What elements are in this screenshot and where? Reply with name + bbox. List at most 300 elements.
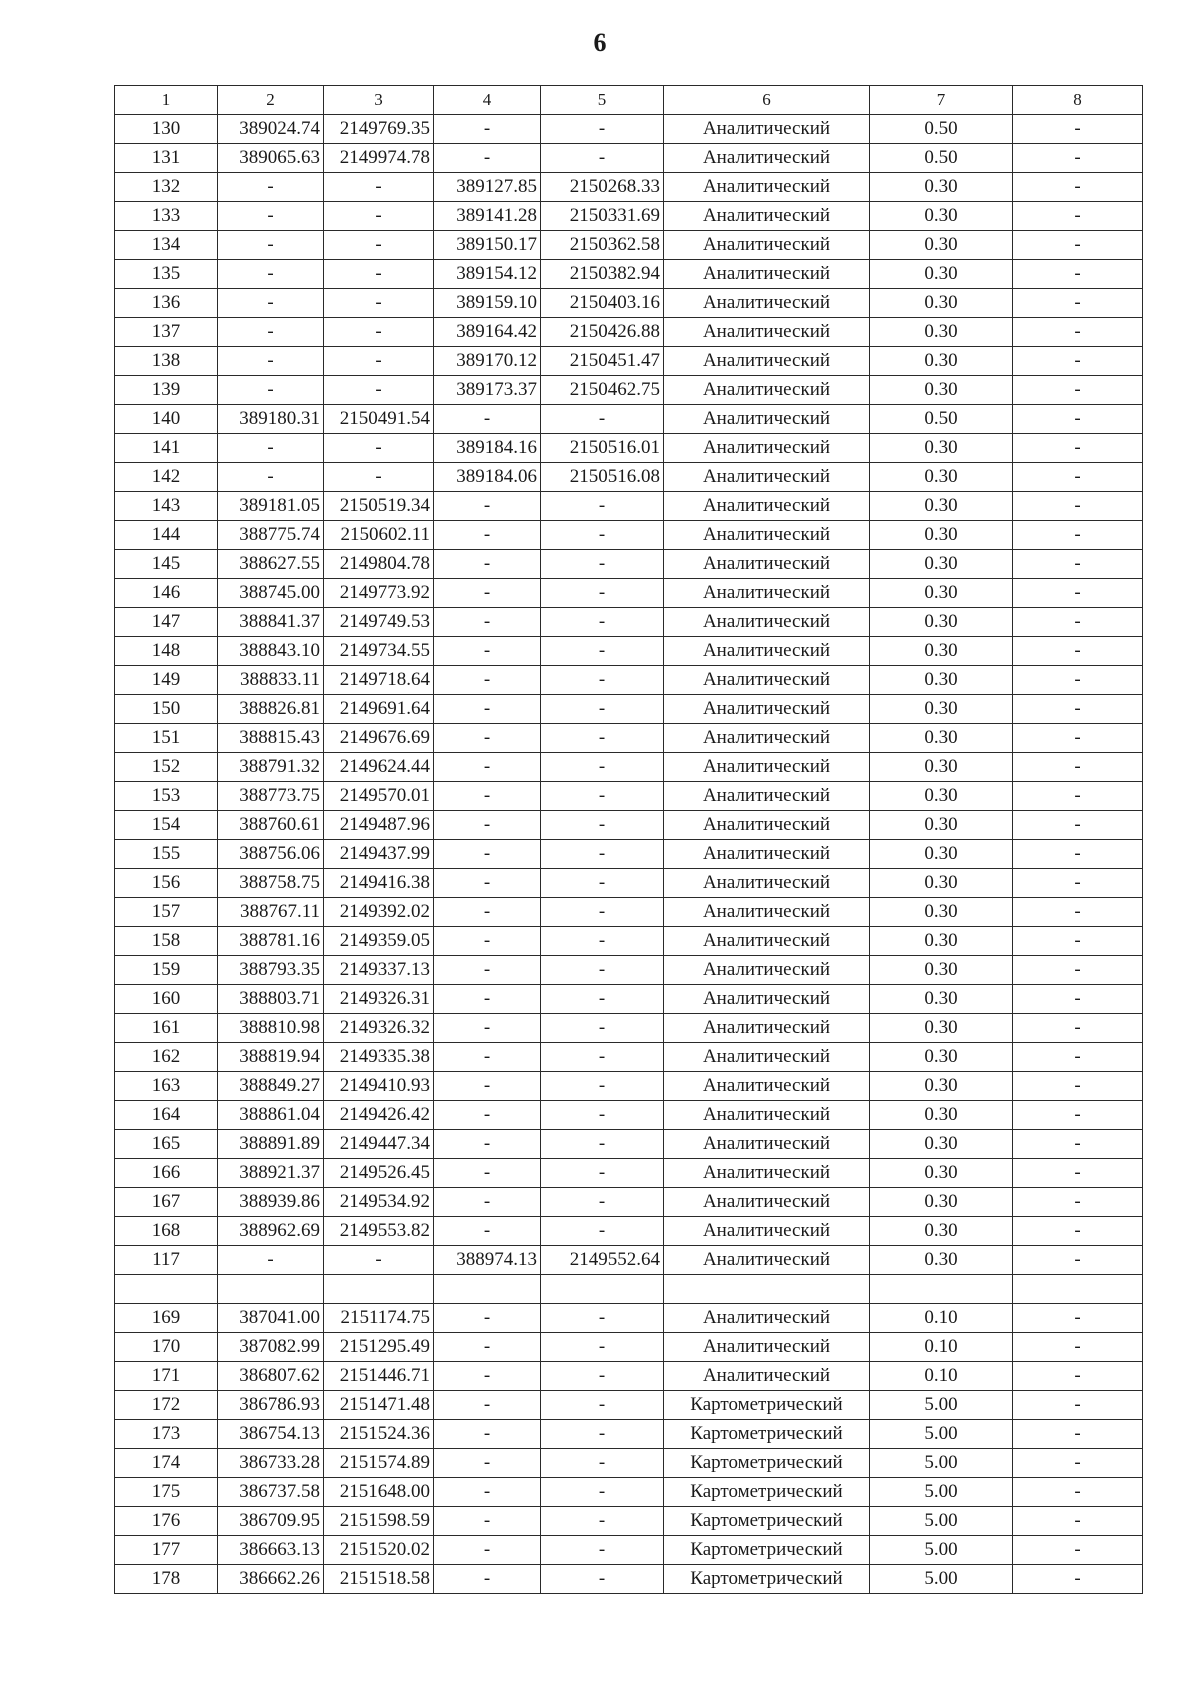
table-cell: 2149624.44 <box>324 753 434 782</box>
table-cell: - <box>434 869 541 898</box>
table-cell: Аналитический <box>664 608 870 637</box>
table-row <box>115 666 1143 695</box>
table-row <box>115 318 1143 347</box>
table-cell: - <box>1013 1246 1143 1275</box>
table-cell: - <box>434 1420 541 1449</box>
table-cell: Аналитический <box>664 985 870 1014</box>
table-cell: 388815.43 <box>218 724 324 753</box>
table-cell <box>664 1275 870 1304</box>
table-cell: - <box>434 1391 541 1420</box>
table-cell: - <box>541 492 664 521</box>
table-row <box>115 811 1143 840</box>
table-row <box>115 115 1143 144</box>
table-row <box>115 550 1143 579</box>
table-cell: 0.50 <box>870 405 1013 434</box>
table-cell: 0.30 <box>870 695 1013 724</box>
table-cell: - <box>541 405 664 434</box>
table-cell: 0.30 <box>870 1014 1013 1043</box>
table-cell: - <box>434 666 541 695</box>
table-cell: Картометрический <box>664 1420 870 1449</box>
table-cell <box>324 1275 434 1304</box>
table-cell: - <box>541 1159 664 1188</box>
table-cell: - <box>1013 550 1143 579</box>
table-cell: - <box>541 1014 664 1043</box>
table-cell: Аналитический <box>664 927 870 956</box>
table-cell: 0.30 <box>870 869 1013 898</box>
table-cell: 388921.37 <box>218 1159 324 1188</box>
table-cell: - <box>1013 1449 1143 1478</box>
table-cell: - <box>1013 608 1143 637</box>
table-cell: - <box>434 1449 541 1478</box>
table-cell: - <box>1013 1565 1143 1594</box>
table-cell: - <box>1013 1478 1143 1507</box>
table-cell: 2149335.38 <box>324 1043 434 1072</box>
table-cell: Аналитический <box>664 434 870 463</box>
table-row <box>115 434 1143 463</box>
table-cell: - <box>1013 782 1143 811</box>
table-cell: 2151598.59 <box>324 1507 434 1536</box>
table-cell <box>434 1275 541 1304</box>
table-cell: 389141.28 <box>434 202 541 231</box>
table-cell: 389184.16 <box>434 434 541 463</box>
table-cell: - <box>434 115 541 144</box>
table-row <box>115 579 1143 608</box>
table-cell: - <box>434 521 541 550</box>
table-cell: - <box>324 1246 434 1275</box>
table-cell <box>218 1275 324 1304</box>
table-cell: 0.30 <box>870 579 1013 608</box>
table-cell: - <box>1013 956 1143 985</box>
table-cell: - <box>1013 347 1143 376</box>
table-cell: 2149773.92 <box>324 579 434 608</box>
table-cell: - <box>1013 289 1143 318</box>
table-cell: 158 <box>115 927 218 956</box>
table-cell: 0.30 <box>870 521 1013 550</box>
table-cell: 5.00 <box>870 1478 1013 1507</box>
table-cell: - <box>434 405 541 434</box>
table-cell: 0.30 <box>870 637 1013 666</box>
table-row <box>115 1420 1143 1449</box>
table-cell: 388745.00 <box>218 579 324 608</box>
table-cell: 135 <box>115 260 218 289</box>
table-cell: - <box>434 1478 541 1507</box>
table-cell: - <box>434 1101 541 1130</box>
table-cell: 2151471.48 <box>324 1391 434 1420</box>
table-cell: 151 <box>115 724 218 753</box>
table-row <box>115 144 1143 173</box>
table-cell: - <box>1013 463 1143 492</box>
table-cell: 0.10 <box>870 1333 1013 1362</box>
table-cell: 0.10 <box>870 1362 1013 1391</box>
table-cell: 149 <box>115 666 218 695</box>
table-cell: Аналитический <box>664 1159 870 1188</box>
table-cell: 0.30 <box>870 173 1013 202</box>
table-cell: 171 <box>115 1362 218 1391</box>
table-cell: 388939.86 <box>218 1188 324 1217</box>
table-row <box>115 1333 1143 1362</box>
table-cell: 388891.89 <box>218 1130 324 1159</box>
table-cell: - <box>1013 376 1143 405</box>
table-cell: 2150519.34 <box>324 492 434 521</box>
table-cell: - <box>434 1565 541 1594</box>
table-cell: 388849.27 <box>218 1072 324 1101</box>
table-row <box>115 985 1143 1014</box>
table-cell: Аналитический <box>664 521 870 550</box>
table-cell: 389024.74 <box>218 115 324 144</box>
table-cell: 389180.31 <box>218 405 324 434</box>
table-cell: - <box>1013 1217 1143 1246</box>
table-cell: 5.00 <box>870 1565 1013 1594</box>
table-cell: 388775.74 <box>218 521 324 550</box>
table-cell: - <box>1013 1159 1143 1188</box>
table-cell: 2150451.47 <box>541 347 664 376</box>
table-cell: Аналитический <box>664 637 870 666</box>
table-cell: Аналитический <box>664 115 870 144</box>
table-cell: - <box>541 695 664 724</box>
table-cell: 389159.10 <box>434 289 541 318</box>
table-cell: - <box>1013 1420 1143 1449</box>
table-cell: 0.10 <box>870 1304 1013 1333</box>
table-cell: - <box>434 1362 541 1391</box>
table-cell: - <box>541 115 664 144</box>
table-cell: 144 <box>115 521 218 550</box>
table-cell: - <box>218 231 324 260</box>
table-cell: 388758.75 <box>218 869 324 898</box>
table-cell: 2149447.34 <box>324 1130 434 1159</box>
table-cell: 2151518.58 <box>324 1565 434 1594</box>
table-cell: - <box>324 318 434 347</box>
table-cell: 2149416.38 <box>324 869 434 898</box>
table-cell: 164 <box>115 1101 218 1130</box>
table-cell: 175 <box>115 1478 218 1507</box>
table-cell: 386737.58 <box>218 1478 324 1507</box>
table-cell: 2149487.96 <box>324 811 434 840</box>
table-cell: 130 <box>115 115 218 144</box>
table-cell: 145 <box>115 550 218 579</box>
table-row <box>115 1478 1143 1507</box>
table-cell: 136 <box>115 289 218 318</box>
table-cell: 2150426.88 <box>541 318 664 347</box>
table-cell: Аналитический <box>664 1043 870 1072</box>
table-cell: 141 <box>115 434 218 463</box>
table-cell: - <box>434 144 541 173</box>
table-cell: 173 <box>115 1420 218 1449</box>
table-cell: - <box>541 1565 664 1594</box>
table-cell: 389150.17 <box>434 231 541 260</box>
table-cell: 389065.63 <box>218 144 324 173</box>
table-cell: 0.30 <box>870 666 1013 695</box>
table-cell: 389184.06 <box>434 463 541 492</box>
table-row <box>115 695 1143 724</box>
table-cell: - <box>541 811 664 840</box>
table-row <box>115 1159 1143 1188</box>
table-cell: 389127.85 <box>434 173 541 202</box>
table-cell: Аналитический <box>664 289 870 318</box>
table-cell: 157 <box>115 898 218 927</box>
table-cell: 388843.10 <box>218 637 324 666</box>
table-cell: 2151574.89 <box>324 1449 434 1478</box>
table-row <box>115 1275 1143 1304</box>
table-cell: 386807.62 <box>218 1362 324 1391</box>
table-cell: - <box>541 898 664 927</box>
table-cell: - <box>1013 811 1143 840</box>
table-cell: 2150382.94 <box>541 260 664 289</box>
table-cell: - <box>1013 753 1143 782</box>
table-cell <box>1013 1275 1143 1304</box>
table-cell: 5.00 <box>870 1420 1013 1449</box>
page-number: 6 <box>593 28 607 57</box>
table-cell: 2150268.33 <box>541 173 664 202</box>
table-cell: Аналитический <box>664 695 870 724</box>
table-cell: - <box>1013 231 1143 260</box>
column-header: 2 <box>218 86 324 115</box>
table-cell: - <box>1013 1188 1143 1217</box>
table-cell: - <box>434 811 541 840</box>
table-cell: - <box>1013 492 1143 521</box>
table-cell: - <box>541 666 664 695</box>
table-cell: 389173.37 <box>434 376 541 405</box>
table-row <box>115 1072 1143 1101</box>
table-row <box>115 376 1143 405</box>
table-cell: 0.30 <box>870 202 1013 231</box>
table-cell: - <box>1013 405 1143 434</box>
table-cell: 2149337.13 <box>324 956 434 985</box>
table-cell: - <box>541 144 664 173</box>
table-cell: - <box>324 376 434 405</box>
table-cell: 388819.94 <box>218 1043 324 1072</box>
table-cell: Аналитический <box>664 347 870 376</box>
table-cell: 2150516.08 <box>541 463 664 492</box>
table-cell: 140 <box>115 405 218 434</box>
table-cell: 2151446.71 <box>324 1362 434 1391</box>
table-cell: 0.30 <box>870 1043 1013 1072</box>
table-cell: - <box>1013 840 1143 869</box>
table-cell: 170 <box>115 1333 218 1362</box>
table-cell: - <box>434 1217 541 1246</box>
table-cell: 131 <box>115 144 218 173</box>
table-cell: 0.30 <box>870 782 1013 811</box>
table-cell: 0.30 <box>870 811 1013 840</box>
table-cell: 146 <box>115 579 218 608</box>
table-cell: 0.30 <box>870 550 1013 579</box>
table-cell: 156 <box>115 869 218 898</box>
table-cell: 0.30 <box>870 927 1013 956</box>
table-cell: - <box>218 1246 324 1275</box>
table-cell: - <box>1013 666 1143 695</box>
table-cell: - <box>1013 1362 1143 1391</box>
column-header: 3 <box>324 86 434 115</box>
table-row <box>115 1449 1143 1478</box>
table-cell: 2149804.78 <box>324 550 434 579</box>
table-cell: - <box>541 1043 664 1072</box>
table-cell: 5.00 <box>870 1391 1013 1420</box>
table-cell: 0.50 <box>870 144 1013 173</box>
table-cell: - <box>541 782 664 811</box>
table-row <box>115 927 1143 956</box>
table-row <box>115 724 1143 753</box>
table-cell: - <box>434 753 541 782</box>
table-cell: 0.30 <box>870 492 1013 521</box>
table-cell: - <box>1013 1507 1143 1536</box>
table-cell: - <box>541 1188 664 1217</box>
table-cell: 388627.55 <box>218 550 324 579</box>
table-cell: 166 <box>115 1159 218 1188</box>
table-cell: 386662.26 <box>218 1565 324 1594</box>
table-cell: 388791.32 <box>218 753 324 782</box>
coordinates-table <box>114 85 1143 1594</box>
table-cell: - <box>434 637 541 666</box>
table-cell: 388826.81 <box>218 695 324 724</box>
table-cell: 0.30 <box>870 753 1013 782</box>
table-cell: 2149392.02 <box>324 898 434 927</box>
table-cell: - <box>541 1420 664 1449</box>
table-cell: 134 <box>115 231 218 260</box>
table-cell: - <box>541 724 664 753</box>
table-cell: - <box>434 550 541 579</box>
table-cell: - <box>541 1391 664 1420</box>
table-row <box>115 521 1143 550</box>
table-cell: Аналитический <box>664 724 870 753</box>
table-row <box>115 1246 1143 1275</box>
table-cell: - <box>324 173 434 202</box>
table-cell: Аналитический <box>664 202 870 231</box>
table-cell: 388781.16 <box>218 927 324 956</box>
table-cell: Аналитический <box>664 1101 870 1130</box>
table-cell: Аналитический <box>664 811 870 840</box>
table-cell: - <box>434 1130 541 1159</box>
table-cell: 2149410.93 <box>324 1072 434 1101</box>
table-cell: Аналитический <box>664 1014 870 1043</box>
table-cell: 2151520.02 <box>324 1536 434 1565</box>
table-cell: - <box>1013 434 1143 463</box>
table-cell: 5.00 <box>870 1507 1013 1536</box>
table-cell: Аналитический <box>664 405 870 434</box>
table-cell: 142 <box>115 463 218 492</box>
table-cell: - <box>541 1507 664 1536</box>
table-cell: 2150462.75 <box>541 376 664 405</box>
table-cell: - <box>1013 898 1143 927</box>
table-row <box>115 956 1143 985</box>
table-cell: 388810.98 <box>218 1014 324 1043</box>
table-cell: 143 <box>115 492 218 521</box>
table-cell: Аналитический <box>664 318 870 347</box>
table-cell: Картометрический <box>664 1565 870 1594</box>
table-cell: - <box>541 1449 664 1478</box>
table-cell: Аналитический <box>664 666 870 695</box>
table-cell: 5.00 <box>870 1536 1013 1565</box>
table-cell: 0.30 <box>870 985 1013 1014</box>
table-cell: - <box>541 985 664 1014</box>
table-row <box>115 202 1143 231</box>
table-cell: Аналитический <box>664 376 870 405</box>
table-cell: - <box>1013 927 1143 956</box>
table-cell: - <box>324 347 434 376</box>
table-row <box>115 1188 1143 1217</box>
table-cell: 139 <box>115 376 218 405</box>
table-cell: 0.30 <box>870 231 1013 260</box>
column-header: 8 <box>1013 86 1143 115</box>
table-cell: 0.30 <box>870 260 1013 289</box>
table-cell: 137 <box>115 318 218 347</box>
table-cell: 177 <box>115 1536 218 1565</box>
table-cell: - <box>1013 579 1143 608</box>
table-cell: - <box>434 724 541 753</box>
table-cell: Аналитический <box>664 260 870 289</box>
table-cell: 2151295.49 <box>324 1333 434 1362</box>
table-cell: 2149769.35 <box>324 115 434 144</box>
table-cell: 2149437.99 <box>324 840 434 869</box>
table-cell: - <box>434 782 541 811</box>
table-cell: - <box>218 347 324 376</box>
table-cell: 388861.04 <box>218 1101 324 1130</box>
table-cell: - <box>1013 695 1143 724</box>
table-cell: 2149734.55 <box>324 637 434 666</box>
table-cell: - <box>541 1130 664 1159</box>
table-cell: 162 <box>115 1043 218 1072</box>
table-cell: - <box>434 1333 541 1362</box>
table-cell: 0.30 <box>870 898 1013 927</box>
table-cell: 167 <box>115 1188 218 1217</box>
table-cell: 389164.42 <box>434 318 541 347</box>
table-cell: 0.30 <box>870 289 1013 318</box>
table-cell: Аналитический <box>664 840 870 869</box>
table-cell: - <box>1013 637 1143 666</box>
table-cell: 160 <box>115 985 218 1014</box>
table-cell: 0.30 <box>870 1130 1013 1159</box>
table-cell: 2150362.58 <box>541 231 664 260</box>
table-cell: - <box>1013 1536 1143 1565</box>
table-cell: 2149691.64 <box>324 695 434 724</box>
table-row <box>115 1536 1143 1565</box>
table-cell: - <box>1013 202 1143 231</box>
table-cell: - <box>434 927 541 956</box>
table-cell: 0.30 <box>870 1072 1013 1101</box>
table-cell: - <box>1013 521 1143 550</box>
table-cell: 0.30 <box>870 318 1013 347</box>
table-cell: 386709.95 <box>218 1507 324 1536</box>
table-header-row <box>115 86 1143 115</box>
table-cell: 388803.71 <box>218 985 324 1014</box>
table-cell: Аналитический <box>664 579 870 608</box>
table-cell: - <box>541 956 664 985</box>
table-cell <box>870 1275 1013 1304</box>
table-cell: - <box>541 753 664 782</box>
table-cell: 0.50 <box>870 115 1013 144</box>
table-row <box>115 898 1143 927</box>
table-cell: 161 <box>115 1014 218 1043</box>
table-cell: 2149526.45 <box>324 1159 434 1188</box>
table-cell: - <box>324 434 434 463</box>
table-row <box>115 608 1143 637</box>
table-cell: - <box>1013 1101 1143 1130</box>
table-cell: - <box>1013 724 1143 753</box>
table-row <box>115 1391 1143 1420</box>
table-cell: - <box>434 695 541 724</box>
table-cell: 174 <box>115 1449 218 1478</box>
table-cell: 2151648.00 <box>324 1478 434 1507</box>
table-row <box>115 753 1143 782</box>
table-cell: - <box>541 1304 664 1333</box>
table-cell: 2149553.82 <box>324 1217 434 1246</box>
table-cell: 2151174.75 <box>324 1304 434 1333</box>
table-cell: - <box>218 173 324 202</box>
table-cell: - <box>218 260 324 289</box>
table-cell: Аналитический <box>664 492 870 521</box>
table-cell: 165 <box>115 1130 218 1159</box>
table-cell: 0.30 <box>870 463 1013 492</box>
table-cell: 132 <box>115 173 218 202</box>
table-cell: 0.30 <box>870 956 1013 985</box>
